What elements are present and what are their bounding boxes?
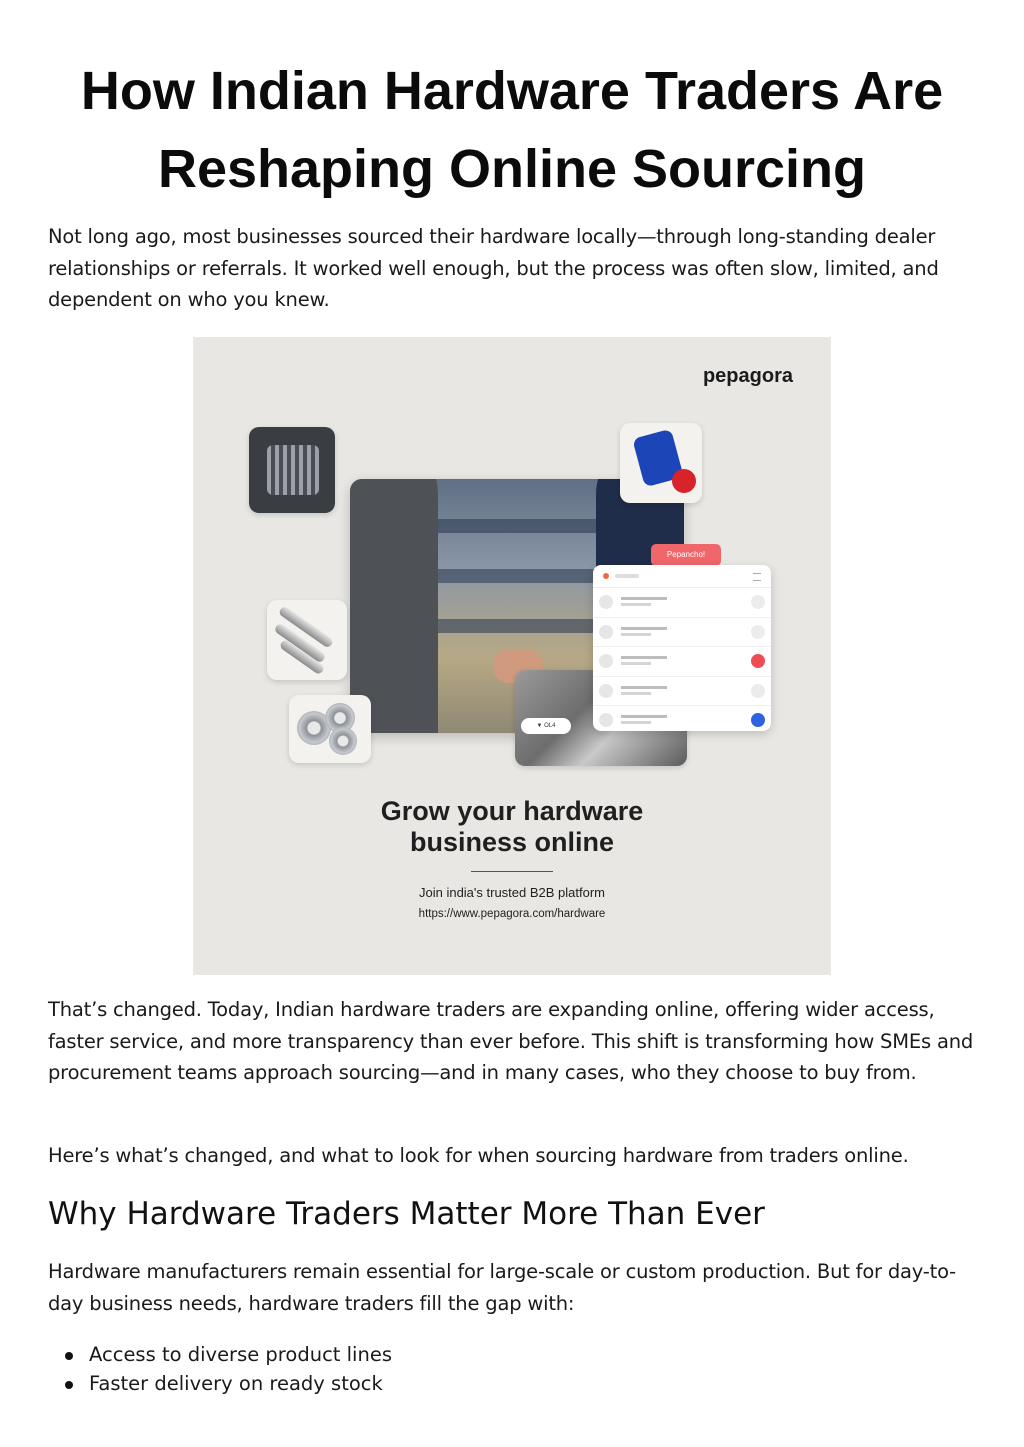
- article-title: [40, 52, 984, 208]
- intro-paragraph: Not long ago, most businesses sourced their hardware locally—through long-standing dealer relationships or referrals. It worked well enough, but the process was often slow, limited, and dependent on who you knew.: [48, 225, 939, 311]
- banner-headline-line-2: business online: [409, 827, 615, 857]
- tag-badge: Pepancho!: [651, 544, 721, 566]
- brand-logo: pepagora: [702, 365, 793, 387]
- banner-tagline: Join india's trusted B2B platform: [418, 885, 606, 900]
- filter-chip: ▼ OL4: [521, 718, 571, 734]
- list-item: [593, 618, 771, 648]
- bullet-list: [48, 1340, 392, 1398]
- product-tile-nuts: [289, 695, 371, 763]
- list-item: [593, 588, 771, 618]
- listing-panel: [593, 565, 771, 731]
- list-item: [593, 706, 771, 735]
- menu-icon: [753, 573, 761, 581]
- section-heading: Why Hardware Traders Matter More Than Ever: [48, 1196, 765, 1232]
- product-tile-tool: [249, 427, 335, 513]
- list-item: [593, 677, 771, 707]
- title-line-2: Reshaping Online Sourcing: [157, 139, 867, 199]
- product-tile-valve: [620, 423, 702, 503]
- divider: [471, 871, 553, 872]
- banner-headline: [193, 796, 831, 858]
- body-paragraph: Here’s what’s changed, and what to look for when sourcing hardware from traders online.: [48, 1144, 909, 1167]
- product-tile-rods: [267, 600, 347, 680]
- banner-url: https://www.pepagora.com/hardware: [418, 908, 606, 920]
- body-paragraph: Hardware manufacturers remain essential for large-scale or custom production. But for day-to-day business needs, hardware traders fill the gap with:: [48, 1260, 957, 1315]
- list-item: Faster delivery on ready stock: [48, 1369, 392, 1398]
- list-item: [593, 647, 771, 677]
- body-paragraph: That’s changed. Today, Indian hardware traders are expanding online, offering wider access, faster service, and more transparency than ever before. This shift is transforming how SMEs and procurement teams approach sourcing—and in many cases, who they choose to buy from.: [48, 998, 974, 1084]
- title-line-1: How Indian Hardware Traders Are: [80, 61, 944, 121]
- banner-headline-line-1: Grow your hardware: [380, 796, 644, 826]
- list-item: Access to diverse product lines: [48, 1340, 392, 1369]
- promo-banner-image: [193, 337, 831, 975]
